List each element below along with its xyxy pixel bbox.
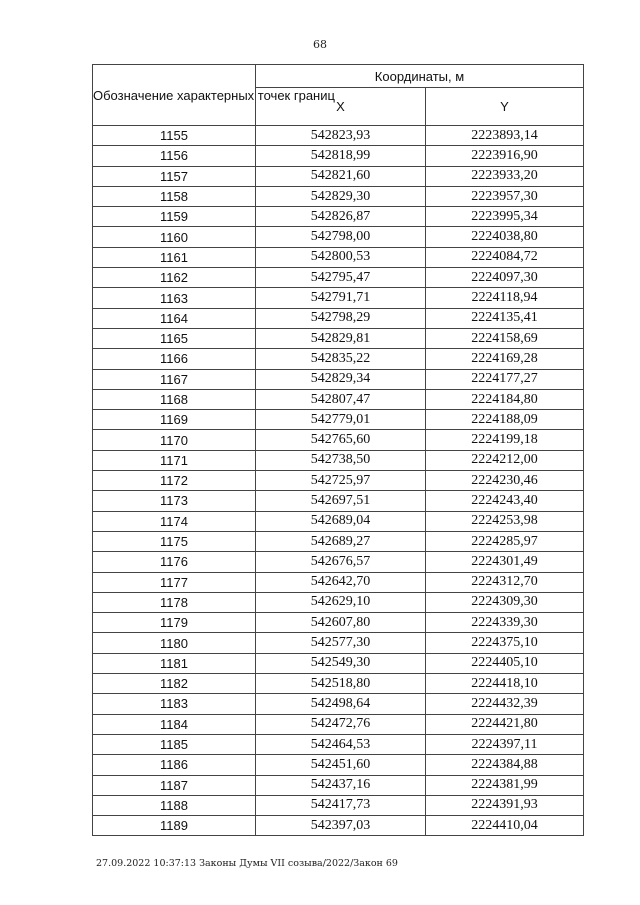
y-coordinate-cell: 2224243,40 (426, 491, 584, 511)
table-row (93, 227, 584, 247)
x-coordinate-cell: 542725,97 (256, 471, 426, 491)
table-row (93, 369, 584, 389)
point-number-cell: 1172 (93, 471, 256, 491)
coordinates-table (92, 64, 584, 836)
x-coordinate-cell: 542549,30 (256, 653, 426, 673)
x-coordinate-cell: 542798,00 (256, 227, 426, 247)
point-number-cell: 1166 (93, 349, 256, 369)
header-y: Y (426, 88, 584, 126)
table-row (93, 166, 584, 186)
y-coordinate-cell: 2224084,72 (426, 247, 584, 267)
table-row (93, 511, 584, 531)
table-row (93, 613, 584, 633)
x-coordinate-cell: 542791,71 (256, 288, 426, 308)
table-row (93, 795, 584, 815)
y-coordinate-cell: 2224177,27 (426, 369, 584, 389)
x-coordinate-cell: 542689,27 (256, 531, 426, 551)
y-coordinate-cell: 2224158,69 (426, 328, 584, 348)
table-row (93, 471, 584, 491)
y-coordinate-cell: 2224118,94 (426, 288, 584, 308)
table-row (93, 389, 584, 409)
x-coordinate-cell: 542779,01 (256, 410, 426, 430)
y-coordinate-cell: 2224391,93 (426, 795, 584, 815)
table-row (93, 349, 584, 369)
x-coordinate-cell: 542464,53 (256, 734, 426, 754)
x-coordinate-cell: 542607,80 (256, 613, 426, 633)
table-row (93, 126, 584, 146)
y-coordinate-cell: 2224188,09 (426, 410, 584, 430)
y-coordinate-cell: 2224312,70 (426, 572, 584, 592)
x-coordinate-cell: 542451,60 (256, 755, 426, 775)
y-coordinate-cell: 2224410,04 (426, 816, 584, 836)
x-coordinate-cell: 542823,93 (256, 126, 426, 146)
x-coordinate-cell: 542826,87 (256, 207, 426, 227)
table-row (93, 653, 584, 673)
table-row (93, 328, 584, 348)
y-coordinate-cell: 2224432,39 (426, 694, 584, 714)
table-row (93, 247, 584, 267)
point-number-cell: 1183 (93, 694, 256, 714)
y-coordinate-cell: 2224212,00 (426, 450, 584, 470)
y-coordinate-cell: 2223893,14 (426, 126, 584, 146)
x-coordinate-cell: 542697,51 (256, 491, 426, 511)
point-number-cell: 1173 (93, 491, 256, 511)
point-number-cell: 1164 (93, 308, 256, 328)
y-coordinate-cell: 2224097,30 (426, 268, 584, 288)
x-coordinate-cell: 542417,73 (256, 795, 426, 815)
table-row (93, 714, 584, 734)
y-coordinate-cell: 2224309,30 (426, 592, 584, 612)
y-coordinate-cell: 2224405,10 (426, 653, 584, 673)
point-number-cell: 1178 (93, 592, 256, 612)
table-row (93, 288, 584, 308)
y-coordinate-cell: 2224135,41 (426, 308, 584, 328)
y-coordinate-cell: 2224253,98 (426, 511, 584, 531)
table-row (93, 674, 584, 694)
table-row (93, 207, 584, 227)
point-number-cell: 1162 (93, 268, 256, 288)
point-number-cell: 1184 (93, 714, 256, 734)
table-row (93, 531, 584, 551)
header-coordinates: Координаты, м (256, 65, 584, 88)
point-number-cell: 1176 (93, 552, 256, 572)
y-coordinate-cell: 2224381,99 (426, 775, 584, 795)
x-coordinate-cell: 542829,30 (256, 186, 426, 206)
y-coordinate-cell: 2224285,97 (426, 531, 584, 551)
page-number: 68 (313, 38, 327, 51)
y-coordinate-cell: 2223916,90 (426, 146, 584, 166)
table-row (93, 186, 584, 206)
x-coordinate-cell: 542807,47 (256, 389, 426, 409)
x-coordinate-cell: 542818,99 (256, 146, 426, 166)
table-row (93, 592, 584, 612)
table-body (93, 126, 584, 836)
x-coordinate-cell: 542397,03 (256, 816, 426, 836)
point-number-cell: 1179 (93, 613, 256, 633)
point-number-cell: 1185 (93, 734, 256, 754)
x-coordinate-cell: 542518,80 (256, 674, 426, 694)
x-coordinate-cell: 542765,60 (256, 430, 426, 450)
point-number-cell: 1188 (93, 795, 256, 815)
x-coordinate-cell: 542642,70 (256, 572, 426, 592)
point-number-cell: 1175 (93, 531, 256, 551)
x-coordinate-cell: 542829,81 (256, 328, 426, 348)
point-number-cell: 1158 (93, 186, 256, 206)
table-row (93, 552, 584, 572)
point-number-cell: 1170 (93, 430, 256, 450)
point-number-cell: 1174 (93, 511, 256, 531)
x-coordinate-cell: 542821,60 (256, 166, 426, 186)
x-coordinate-cell: 542629,10 (256, 592, 426, 612)
y-coordinate-cell: 2224397,11 (426, 734, 584, 754)
footer-stamp: 27.09.2022 10:37:13 Законы Думы VII созыва/2022/Закон 69 (96, 858, 398, 869)
y-coordinate-cell: 2223933,20 (426, 166, 584, 186)
table-row (93, 734, 584, 754)
table-row (93, 633, 584, 653)
table-row (93, 694, 584, 714)
point-number-cell: 1163 (93, 288, 256, 308)
y-coordinate-cell: 2224384,88 (426, 755, 584, 775)
y-coordinate-cell: 2224038,80 (426, 227, 584, 247)
y-coordinate-cell: 2224339,30 (426, 613, 584, 633)
point-number-cell: 1189 (93, 816, 256, 836)
x-coordinate-cell: 542472,76 (256, 714, 426, 734)
point-number-cell: 1181 (93, 653, 256, 673)
table-row (93, 268, 584, 288)
x-coordinate-cell: 542835,22 (256, 349, 426, 369)
point-number-cell: 1155 (93, 126, 256, 146)
point-number-cell: 1159 (93, 207, 256, 227)
point-number-cell: 1165 (93, 328, 256, 348)
point-number-cell: 1157 (93, 166, 256, 186)
point-number-cell: 1168 (93, 389, 256, 409)
y-coordinate-cell: 2224418,10 (426, 674, 584, 694)
table-row (93, 816, 584, 836)
x-coordinate-cell: 542795,47 (256, 268, 426, 288)
point-number-cell: 1167 (93, 369, 256, 389)
point-number-cell: 1187 (93, 775, 256, 795)
x-coordinate-cell: 542498,64 (256, 694, 426, 714)
x-coordinate-cell: 542738,50 (256, 450, 426, 470)
y-coordinate-cell: 2224301,49 (426, 552, 584, 572)
x-coordinate-cell: 542437,16 (256, 775, 426, 795)
table-row (93, 775, 584, 795)
x-coordinate-cell: 542689,04 (256, 511, 426, 531)
point-number-cell: 1182 (93, 674, 256, 694)
y-coordinate-cell: 2223957,30 (426, 186, 584, 206)
point-number-cell: 1160 (93, 227, 256, 247)
table-row (93, 572, 584, 592)
header-x: X (256, 88, 426, 126)
y-coordinate-cell: 2223995,34 (426, 207, 584, 227)
y-coordinate-cell: 2224199,18 (426, 430, 584, 450)
point-number-cell: 1180 (93, 633, 256, 653)
x-coordinate-cell: 542676,57 (256, 552, 426, 572)
y-coordinate-cell: 2224421,80 (426, 714, 584, 734)
point-number-cell: 1171 (93, 450, 256, 470)
table-row (93, 430, 584, 450)
table-row (93, 450, 584, 470)
table-row (93, 410, 584, 430)
point-number-cell: 1161 (93, 247, 256, 267)
x-coordinate-cell: 542800,53 (256, 247, 426, 267)
point-number-cell: 1186 (93, 755, 256, 775)
table-row (93, 308, 584, 328)
y-coordinate-cell: 2224169,28 (426, 349, 584, 369)
x-coordinate-cell: 542798,29 (256, 308, 426, 328)
y-coordinate-cell: 2224230,46 (426, 471, 584, 491)
x-coordinate-cell: 542829,34 (256, 369, 426, 389)
table-row (93, 146, 584, 166)
header-point-designation: Обозначение характерных точек границ (93, 65, 256, 126)
point-number-cell: 1177 (93, 572, 256, 592)
point-number-cell: 1169 (93, 410, 256, 430)
x-coordinate-cell: 542577,30 (256, 633, 426, 653)
y-coordinate-cell: 2224375,10 (426, 633, 584, 653)
table-row (93, 755, 584, 775)
table-row (93, 491, 584, 511)
y-coordinate-cell: 2224184,80 (426, 389, 584, 409)
point-number-cell: 1156 (93, 146, 256, 166)
